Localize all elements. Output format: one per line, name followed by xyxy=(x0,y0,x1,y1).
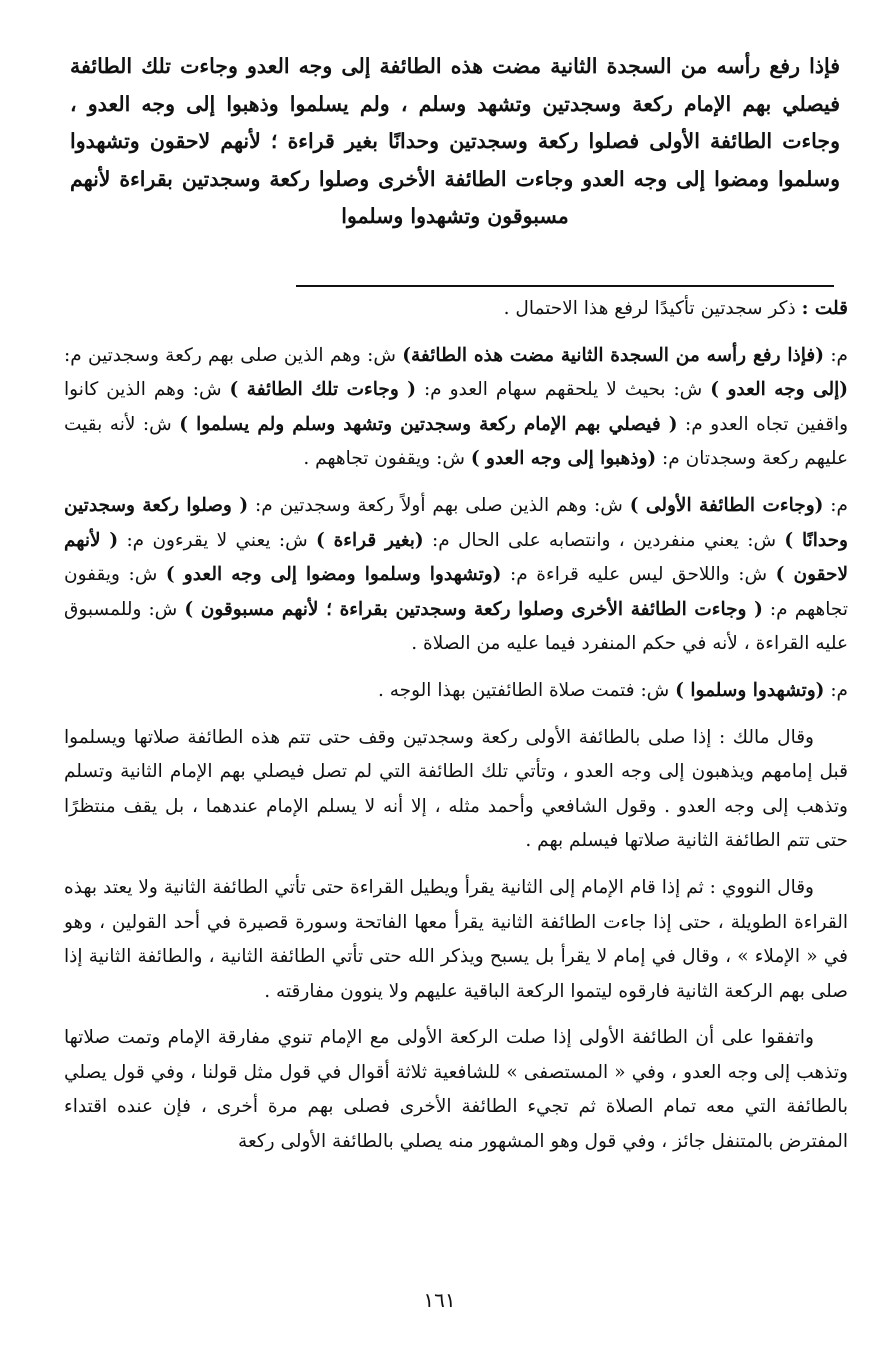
matn-marker: م: xyxy=(423,379,442,401)
qult-note xyxy=(64,292,848,327)
quoted-matn: (وتشهدوا وسلموا ومضوا إلى وجه العدو ) xyxy=(165,564,502,586)
matn-marker: م: xyxy=(685,413,703,435)
nawawi-paragraph: وقال النووي : ثم إذا قام الإمام إلى الثانية يقرأ ويطيل القراءة حتى تأتي الطائفة الثانية ولا يعتد بهذه القراءة الطويلة ، حتى إذا جاءت الطائفة الثانية يقرأ معها الفاتحة وسورة قصيرة في أحد القولين ، وهو في « الإملاء » ، وقال في إمام لا يقرأ بل يسبح ويذكر الله حتى تأتي الطائفة الثانية ، والطائفة الثانية إذا صلى بهم الركعة الثانية فارقوه ليتموا الركعة الباقية عليهم ولا ينوون مفارقته . xyxy=(64,876,848,1002)
sharh-text: ش: ويقفون تجاههم . xyxy=(303,448,465,470)
matn-marker: م: xyxy=(830,679,848,701)
quoted-matn: (فإذا رفع رأسه من السجدة الثانية مضت هذه الطائفة) xyxy=(402,344,825,366)
quoted-matn: (وذهبوا إلى وجه العدو ) xyxy=(470,448,657,470)
quoted-matn: ( وجاءت تلك الطائفة ) xyxy=(229,379,416,401)
quoted-matn: ( فيصلي بهم الإمام ركعة وسجدتين وتشهد وسلم ولم يسلموا ) xyxy=(179,413,678,435)
matn-marker: م: xyxy=(769,598,788,620)
sharh-text: ش: وهم الذين كانوا واقفين تجاه العدو xyxy=(64,379,849,435)
sharh-text: ش: وهم الذين صلى بهم ركعة وسجدتين xyxy=(87,344,396,366)
quoted-matn: (وجاءت الطائفة الأولى ) xyxy=(629,494,824,516)
matn-marker: م: xyxy=(255,494,273,516)
matn-marker: م: xyxy=(830,494,848,516)
matn-marker: م: xyxy=(662,448,680,470)
qult-text: ذكر سجدتين تأكيدًا لرفع هذا الاحتمال . xyxy=(503,298,796,319)
sharh-text: ش: واللاحق ليس عليه قراءة xyxy=(536,564,768,586)
sharh-text: ش: وهم الذين صلى بهم أولاً ركعة وسجدتين xyxy=(279,494,623,516)
sharh-text: ش: فتمت صلاة الطائفتين بهذا الوجه . xyxy=(378,679,670,701)
agreement-paragraph: واتفقوا على أن الطائفة الأولى إذا صلت الركعة الأولى مع الإمام تنوي مفارقة الإمام وتمت صلاتها وتذهب إلى وجه العدو ، وفي « المستصفى » للشافعية ثلاثة أقوال في قول مثل قولنا ، وفي قول يصلي بالطائفة التي معه تمام الصلاة ثم تجيء الطائفة الأخرى فصلى بهم مرة أخرى ، فإن عنده اقتداء المفترض بالمتنفل جائز ، وفي قول وهو المشهور منه يصلي بالطائفة الأولى ركعة xyxy=(64,1027,848,1153)
matn-paragraph: فإذا رفع رأسه من السجدة الثانية مضت هذه الطائفة إلى وجه العدو وجاءت تلك الطائفة فيصلي بهم الإمام ركعة وسجدتين وتشهد وسلم ، ولم يسلموا وذهبوا إلى وجه العدو ، وجاءت الطائفة الأولى فصلوا ركعة وسجدتين وحدانًا بغير قراءة ؛ لأنهم لاحقون وتشهدوا وسلموا ومضوا إلى وجه العدو وجاءت الطائفة الأخرى وصلوا ركعة وسجدتين بقراءة لأنهم مسبوقون وتشهدوا وسلموا xyxy=(70,54,840,228)
quoted-matn: ( لأنهم لاحقون ) xyxy=(64,529,848,586)
sharh-text: ش: وللمسبوق عليه القراءة ، لأنه في حكم المنفرد فيما عليه من الصلاة . xyxy=(64,598,848,655)
matn-marker: م: xyxy=(64,344,82,366)
matn-text-block xyxy=(70,48,840,236)
commentary-paragraph-3 xyxy=(64,674,848,709)
quoted-matn: ( وصلوا ركعة وسجدتين وحدانًا ) xyxy=(64,494,848,551)
matn-marker: م: xyxy=(830,344,849,366)
quoted-matn: (بغير قراءة ) xyxy=(316,529,424,551)
quoted-matn: (وتشهدوا وسلموا ) xyxy=(675,679,825,701)
separator-line xyxy=(296,285,834,287)
matn-marker: م: xyxy=(510,564,528,586)
commentary-paragraph-2 xyxy=(64,489,848,662)
page-number: ١٦١ xyxy=(423,1288,456,1312)
sharh-text: ش: ويقفون تجاههم xyxy=(64,564,849,620)
commentary-paragraph-1 xyxy=(64,339,848,477)
sharh-text: ش: يعني لا يقرءون xyxy=(152,529,308,551)
sharh-text: ش: يعني منفردين ، وانتصابه على الحال xyxy=(457,529,777,551)
sharh-text: ش: لأنه بقيت عليهم ركعة وسجدتان xyxy=(64,413,848,470)
matn-marker: م: xyxy=(126,529,145,551)
commentary-block xyxy=(64,292,848,1172)
sharh-text: ش: بحيث لا يلحقهم سهام العدو xyxy=(449,379,703,401)
matn-marker: م: xyxy=(431,529,450,551)
quoted-matn: (إلى وجه العدو ) xyxy=(710,379,849,401)
malik-paragraph: وقال مالك : إذا صلى بالطائفة الأولى ركعة وسجدتين وقف حتى تتم هذه الطائفة صلاتها ويسلموا قبل إمامهم ويذهبون إلى وجه العدو ، وتأتي تلك الطائفة التي لم تصل فيصلي بهم الإمام الثانية وتسلم وتذهب إلى وجه العدو . وقول الشافعي وأحمد مثله ، إلا أنه لا يسلم الإمام عندهما ، بل يقف منتظرًا حتى تتم الطائفة الثانية صلاتها فيسلم بهم . xyxy=(64,726,848,852)
quoted-matn: ( وجاءت الطائفة الأخرى وصلوا ركعة وسجدتين بقراءة ؛ لأنهم مسبوقون ) xyxy=(184,598,763,620)
qult-label: قلت : xyxy=(801,298,848,319)
